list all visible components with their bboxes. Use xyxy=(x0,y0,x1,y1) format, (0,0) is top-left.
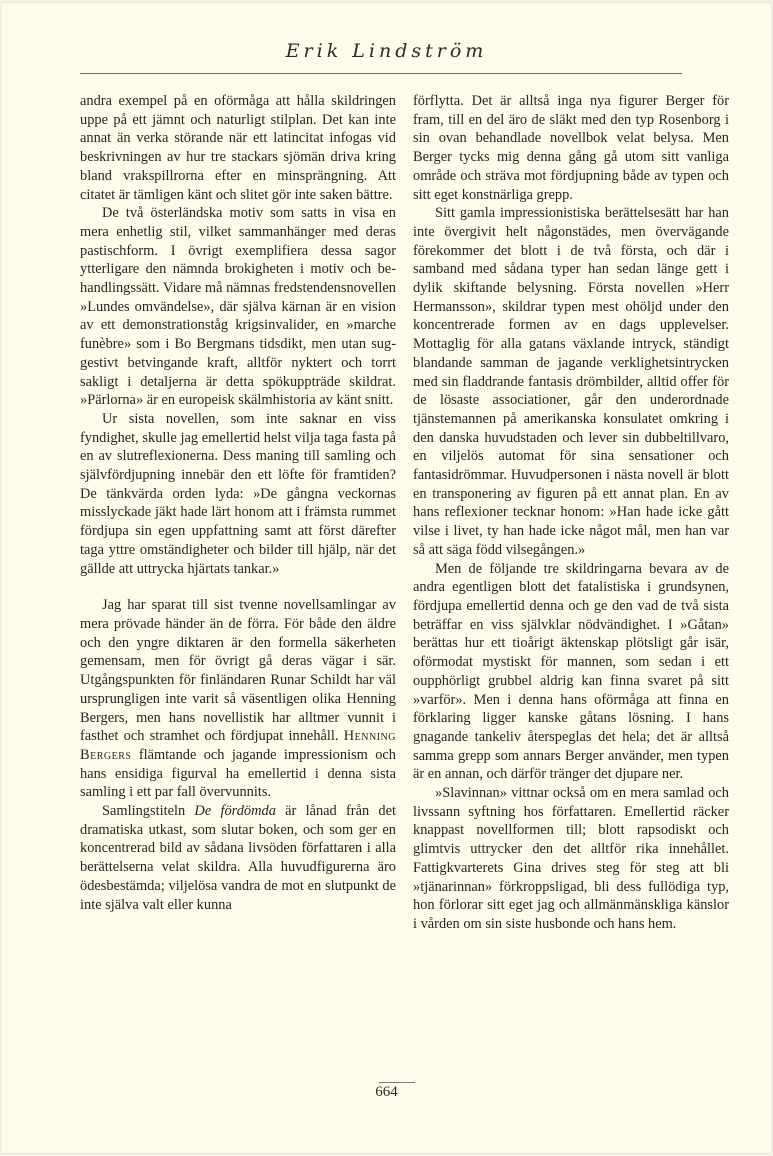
paragraph xyxy=(80,802,396,914)
paragraph: andra exempel på en oförmåga att hålla skildringen uppe på ett jämnt och naturligt stilplan. Det kan inte annat än verka störande när ett latincitat infogas vid beskrivningen av hur tre stackars sjömän driva kring bland vrakspillrorna efter en minsprängning. Att citatet är tämligen känt och slitet gör inte saken bättre. xyxy=(80,93,396,203)
paragraph-text: flämtande och jagande impressionism och hans ensidiga figurval ha emellertid i denna sista samling i ett par fall övervunnits. xyxy=(80,746,396,801)
paragraph: Sitt gamla impressionistiska berättelsesätt har han inte övergivit helt någonstädes, men övervägande förekommer det blott i de två första, och där i samband med sådana typer han sedan länge gett i dylik skiftande belysning. Första novellen »Herr Hermansson», skildrar typen mest ohöljd under den koncentrerade formen av en dags upplevelser. Mottaglig för alla gatans växlande intryck, ständigt blandande samman de jagande verklighetsintrycken med sin fladdrande fantasis drömbilder, alltid offer för de lösaste associationer, går den underordnade tjänstemannen på amerikanska konsulatet omkring i den danska huvudstaden och lever sin dubbeltillvaro, en viljelös automat för sina sensationer och fantasidrömmar. Huvudpersonen i nästa novell är blott en transponering av figuren på ett annat plan. En av hans reflexioner tecknar honom: »Han hade icke gått vilse i livet, ty han hade icke något mål, men han var så att säga född vilsegången.» xyxy=(413,205,729,558)
header-rule xyxy=(80,73,682,74)
paragraph: De två österländska motiv som satts in visa en mera enhetlig stil, vilket sammanhänger med deras pastischform. I övrigt exemplifiera dessa sagor ytterligare den nämnda brokigheten i motiv och behandlingssätt. Vidare må nämnas fredstendensnovellen »Lundes omvändelse», där själva kärnan är en vision av ett demonstrationståg krigsinvalider, en »marche funèbre» som i Bo Bergmans tidsdikt, men utan suggestivt betvingande kraft, alltför nyktert och torrt sakligt i detaljerna är detta spökuppträde skildrat. »Pärlorna» är en europeisk skälmhistoria av känt snitt. xyxy=(80,205,396,409)
left-column xyxy=(80,92,396,914)
folio-rule xyxy=(379,1082,415,1083)
paragraph: Ur sista novellen, som inte saknar en viss fyndighet, skulle jag emellertid helst vilja taga fasta på en av slutreflexionerna. Dess maning till samling och självfördjupning innebär den ett löfte för framtiden? De tänkvärda orden lyda: »De gångna veckornas misslyckade jäkt hade lärt honom att i främsta rummet fördjupa sin egen uppfattning samt att först därefter taga yttre omständigheter och bilder till hjälp, när det gällde att uttrycka hjärtats tankar.» xyxy=(80,410,396,577)
right-column xyxy=(413,92,729,934)
paragraph: förflytta. Det är alltså inga nya figurer Berger för fram, till en del äro de släkt med den typ Rosenborg i sin ovan behandlade novellbok velat belysa. Men Berger tycks mig denna gång gå utom sitt vanliga område och sträva mot fördjupning både av typen och sitt eget konstnärliga grepp. xyxy=(413,93,729,203)
paragraph-text: är lånad från det dramatiska utkast, som slutar boken, och som ger en koncentrerad bild av sådana livsöden författaren i alla berättelserna velat skildra. Alla huvudfigurerna äro ödesbestämda; viljelösa vandra de mot en slutpunkt de inte själva valt eller kunna xyxy=(80,803,397,913)
page-number: 664 xyxy=(375,1084,398,1100)
paragraph-text: Samlingstiteln xyxy=(102,803,186,820)
running-head-author: Erik Lindström xyxy=(285,40,488,62)
paragraph: »Slavinnan» vittnar också om en mera samlad och livssann syftning hos författaren. Emellertid räcker knappast novellformen till; blott rapsodiskt och glimtvis uttrycker den det alltför rika innehållet. Fattigkvarterets Gina drives steg för steg att bli »tjänarinnan» förkroppsligad, bli dess fullödiga typ, hon förlorar sitt eget jag och allmänmänskliga känslor i vården om sin siste husbonde och hans hem. xyxy=(413,785,729,932)
author-name-smallcaps: Henning Bergers xyxy=(80,728,396,763)
book-title-italic: De fördömda xyxy=(194,803,276,820)
paragraph-text: Jag har sparat till sist tvenne novellsamlingar av mera prövade händer än de förra. För både den äldre och den yngre diktaren är den formella säkerheten gemensam, men för övrigt gå deras vägar i sär. Utgångspunkten för finländaren Runar Schildt har väl ursprungligen inte varit så väsentligen olika Henning Bergers, men hans novellistik har alltmer vunnit i fasthet och stramhet och fördjupat innehåll. xyxy=(80,597,396,745)
paragraph-section-start xyxy=(80,596,396,802)
paragraph: Men de följande tre skildringarna bevara av de andra egentligen blott det fatalistiska i grundsynen, fördjupa emellertid denna och ge den vad de två sista beträffar en viss självklar nödvändighet. I »Gåtan» berättas hur ett tioårigt äktenskap plötsligt går isär, oförmodat mystiskt för mannen, som sedan i ett oupphörligt grubbel aldrig kan finna svaret på sitt »varför». Men i denna hans oförmåga att finna en förklaring ligger kanske gåtans lösning. I hans gnagande tankeliv återspeglas det hela; det är alltså samma grepp som annars Berger använder, men typen är en annan, och därför tränger det djupare ner. xyxy=(413,560,729,783)
